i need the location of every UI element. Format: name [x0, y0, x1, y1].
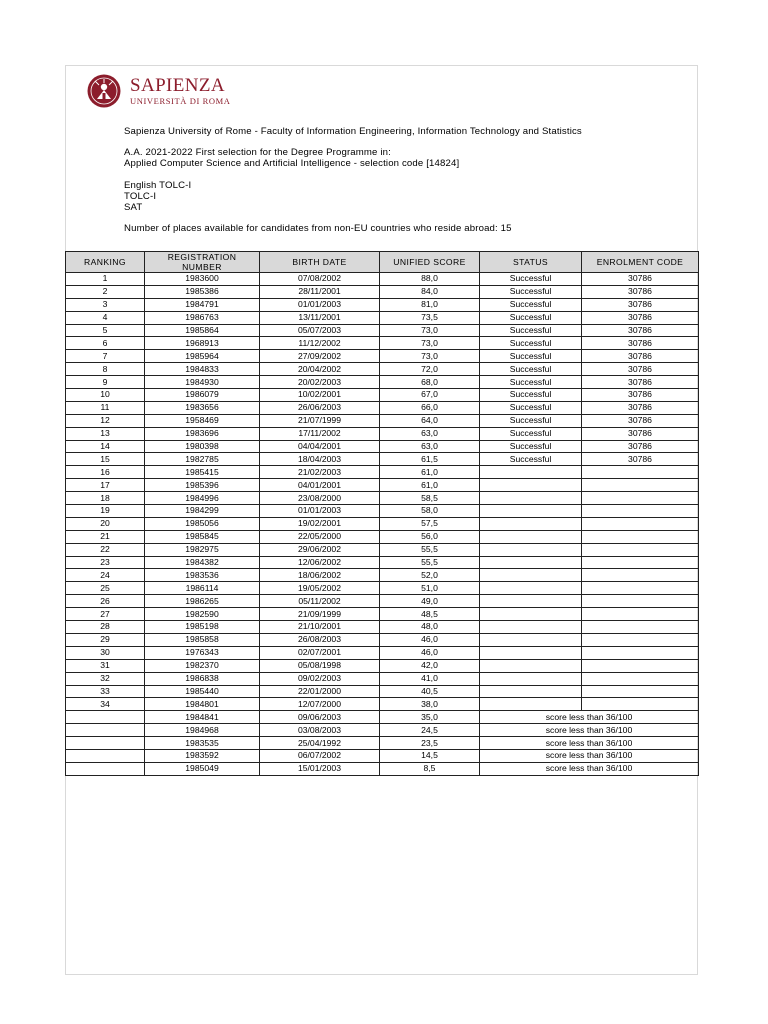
- cell-registration-number: 1983656: [145, 401, 260, 414]
- table-row: [66, 698, 699, 711]
- cell-ranking: [66, 749, 145, 762]
- cell-ranking: 33: [66, 685, 145, 698]
- table-row: [66, 543, 699, 556]
- cell-status: [480, 556, 582, 569]
- cell-enrolment-code: 30786: [582, 273, 699, 286]
- cell-registration-number: 1985440: [145, 685, 260, 698]
- cell-birth-date: 28/11/2001: [260, 285, 380, 298]
- cell-registration-number: 1984382: [145, 556, 260, 569]
- table-row: [66, 582, 699, 595]
- cell-ranking: 26: [66, 595, 145, 608]
- cell-status: [480, 543, 582, 556]
- cell-enrolment-code: 30786: [582, 324, 699, 337]
- cell-registration-number: 1982975: [145, 543, 260, 556]
- cell-ranking: 17: [66, 479, 145, 492]
- cell-unified-score: 38,0: [380, 698, 480, 711]
- cell-birth-date: 04/04/2001: [260, 440, 380, 453]
- cell-ranking: 24: [66, 569, 145, 582]
- cell-status: [480, 582, 582, 595]
- cell-enrolment-code: 30786: [582, 440, 699, 453]
- cell-registration-number: 1986838: [145, 672, 260, 685]
- cell-ranking: 16: [66, 466, 145, 479]
- cell-enrolment-code: [582, 608, 699, 621]
- cell-unified-score: 42,0: [380, 659, 480, 672]
- cell-birth-date: 13/11/2001: [260, 311, 380, 324]
- cell-enrolment-code: [582, 595, 699, 608]
- table-row: [66, 285, 699, 298]
- table-row: [66, 311, 699, 324]
- cell-enrolment-code: 30786: [582, 401, 699, 414]
- table-row: [66, 672, 699, 685]
- cell-ranking: 4: [66, 311, 145, 324]
- cell-birth-date: 03/08/2003: [260, 724, 380, 737]
- cell-birth-date: 26/06/2003: [260, 401, 380, 414]
- cell-enrolment-code: [582, 672, 699, 685]
- cell-status: [480, 479, 582, 492]
- cell-birth-date: 26/08/2003: [260, 633, 380, 646]
- cell-unified-score: 67,0: [380, 389, 480, 402]
- cell-birth-date: 18/06/2002: [260, 569, 380, 582]
- test-type-sat: SAT: [124, 202, 143, 213]
- cell-registration-number: 1983536: [145, 569, 260, 582]
- cell-unified-score: 49,0: [380, 595, 480, 608]
- table-row: [66, 363, 699, 376]
- cell-status: [480, 685, 582, 698]
- table-row: [66, 621, 699, 634]
- cell-status: Successful: [480, 273, 582, 286]
- cell-enrolment-code: [582, 685, 699, 698]
- cell-ranking: 13: [66, 427, 145, 440]
- table-row: [66, 337, 699, 350]
- cell-unified-score: 61,0: [380, 466, 480, 479]
- cell-birth-date: 21/02/2003: [260, 466, 380, 479]
- cell-unified-score: 55,5: [380, 543, 480, 556]
- cell-ranking: 19: [66, 505, 145, 518]
- cell-registration-number: 1985049: [145, 762, 260, 775]
- cell-registration-number: 1985386: [145, 285, 260, 298]
- cell-registration-number: 1985056: [145, 517, 260, 530]
- cell-status: Successful: [480, 427, 582, 440]
- cell-status: [480, 672, 582, 685]
- cell-registration-number: 1984841: [145, 711, 260, 724]
- cell-registration-number: 1985396: [145, 479, 260, 492]
- cell-ranking: [66, 762, 145, 775]
- cell-birth-date: 12/07/2000: [260, 698, 380, 711]
- cell-ranking: 23: [66, 556, 145, 569]
- table-row: [66, 298, 699, 311]
- cell-score-note: score less than 36/100: [480, 737, 699, 750]
- cell-ranking: 2: [66, 285, 145, 298]
- cell-birth-date: 01/01/2003: [260, 298, 380, 311]
- cell-status: [480, 569, 582, 582]
- cell-status: Successful: [480, 453, 582, 466]
- cell-registration-number: 1985415: [145, 466, 260, 479]
- cell-unified-score: 41,0: [380, 672, 480, 685]
- cell-registration-number: 1986114: [145, 582, 260, 595]
- cell-registration-number: 1985198: [145, 621, 260, 634]
- cell-unified-score: 73,0: [380, 350, 480, 363]
- cell-enrolment-code: [582, 646, 699, 659]
- cell-registration-number: 1982590: [145, 608, 260, 621]
- cell-registration-number: 1986265: [145, 595, 260, 608]
- cell-unified-score: 84,0: [380, 285, 480, 298]
- cell-registration-number: 1982370: [145, 659, 260, 672]
- cell-unified-score: 48,5: [380, 608, 480, 621]
- cell-registration-number: 1958469: [145, 414, 260, 427]
- cell-status: [480, 698, 582, 711]
- cell-unified-score: 63,0: [380, 440, 480, 453]
- cell-registration-number: 1968913: [145, 337, 260, 350]
- cell-enrolment-code: 30786: [582, 376, 699, 389]
- cell-unified-score: 14,5: [380, 749, 480, 762]
- cell-enrolment-code: 30786: [582, 337, 699, 350]
- cell-enrolment-code: [582, 659, 699, 672]
- table-row: [66, 376, 699, 389]
- cell-enrolment-code: 30786: [582, 453, 699, 466]
- cell-ranking: [66, 711, 145, 724]
- cell-enrolment-code: [582, 466, 699, 479]
- cell-status: Successful: [480, 389, 582, 402]
- cell-unified-score: 58,5: [380, 492, 480, 505]
- cell-ranking: 15: [66, 453, 145, 466]
- cell-registration-number: 1984996: [145, 492, 260, 505]
- cell-unified-score: 46,0: [380, 633, 480, 646]
- cell-enrolment-code: 30786: [582, 298, 699, 311]
- cell-unified-score: 52,0: [380, 569, 480, 582]
- cell-birth-date: 17/11/2002: [260, 427, 380, 440]
- col-header-registration-number: REGISTRATION NUMBER: [145, 252, 260, 273]
- cell-unified-score: 24,5: [380, 724, 480, 737]
- table-row: [66, 724, 699, 737]
- cell-unified-score: 66,0: [380, 401, 480, 414]
- cell-birth-date: 27/09/2002: [260, 350, 380, 363]
- cell-status: [480, 621, 582, 634]
- cell-birth-date: 05/08/1998: [260, 659, 380, 672]
- cell-ranking: 32: [66, 672, 145, 685]
- cell-registration-number: 1984791: [145, 298, 260, 311]
- cell-enrolment-code: [582, 582, 699, 595]
- cell-birth-date: 05/07/2003: [260, 324, 380, 337]
- cell-ranking: [66, 724, 145, 737]
- cell-unified-score: 35,0: [380, 711, 480, 724]
- cell-registration-number: 1984930: [145, 376, 260, 389]
- cell-registration-number: 1976343: [145, 646, 260, 659]
- test-type-tolc: TOLC-I: [124, 191, 157, 202]
- cell-birth-date: 21/09/1999: [260, 608, 380, 621]
- table-row: [66, 749, 699, 762]
- cell-unified-score: 88,0: [380, 273, 480, 286]
- sapienza-logo: [87, 74, 231, 108]
- cell-birth-date: 12/06/2002: [260, 556, 380, 569]
- cell-unified-score: 61,0: [380, 479, 480, 492]
- cell-registration-number: 1985864: [145, 324, 260, 337]
- cell-unified-score: 72,0: [380, 363, 480, 376]
- cell-birth-date: 04/01/2001: [260, 479, 380, 492]
- table-row: [66, 530, 699, 543]
- table-row: [66, 685, 699, 698]
- cell-registration-number: 1984968: [145, 724, 260, 737]
- cell-enrolment-code: [582, 556, 699, 569]
- table-row: [66, 737, 699, 750]
- cell-birth-date: 05/11/2002: [260, 595, 380, 608]
- cell-ranking: 11: [66, 401, 145, 414]
- table-row: [66, 350, 699, 363]
- cell-birth-date: 01/01/2003: [260, 505, 380, 518]
- programme-line: Applied Computer Science and Artificial Intelligence - selection code [14824]: [124, 158, 460, 169]
- cell-status: [480, 466, 582, 479]
- col-header-status: STATUS: [480, 252, 582, 273]
- cell-status: Successful: [480, 285, 582, 298]
- cell-ranking: 31: [66, 659, 145, 672]
- cell-status: Successful: [480, 440, 582, 453]
- cell-status: Successful: [480, 401, 582, 414]
- cell-birth-date: 25/04/1992: [260, 737, 380, 750]
- cell-enrolment-code: [582, 543, 699, 556]
- test-type-english-tolc: English TOLC-I: [124, 180, 192, 191]
- col-header-unified-score: UNIFIED SCORE: [380, 252, 480, 273]
- cell-unified-score: 63,0: [380, 427, 480, 440]
- table-row: [66, 646, 699, 659]
- cell-unified-score: 51,0: [380, 582, 480, 595]
- table-row: [66, 389, 699, 402]
- table-row: [66, 711, 699, 724]
- cell-enrolment-code: [582, 517, 699, 530]
- cell-status: Successful: [480, 298, 582, 311]
- table-row: [66, 479, 699, 492]
- cell-ranking: 34: [66, 698, 145, 711]
- cell-ranking: 9: [66, 376, 145, 389]
- cell-ranking: 10: [66, 389, 145, 402]
- cell-unified-score: 48,0: [380, 621, 480, 634]
- table-row: [66, 466, 699, 479]
- table-row: [66, 556, 699, 569]
- table-row: [66, 427, 699, 440]
- cell-ranking: 12: [66, 414, 145, 427]
- cell-enrolment-code: 30786: [582, 363, 699, 376]
- cell-ranking: 7: [66, 350, 145, 363]
- cell-enrolment-code: [582, 569, 699, 582]
- cell-unified-score: 55,5: [380, 556, 480, 569]
- cell-score-note: score less than 36/100: [480, 724, 699, 737]
- cell-registration-number: 1984299: [145, 505, 260, 518]
- cell-status: [480, 492, 582, 505]
- table-row: [66, 440, 699, 453]
- cell-enrolment-code: [582, 621, 699, 634]
- table-row: [66, 762, 699, 775]
- cell-ranking: [66, 737, 145, 750]
- table-row: [66, 324, 699, 337]
- cell-birth-date: 22/01/2000: [260, 685, 380, 698]
- cell-registration-number: 1984833: [145, 363, 260, 376]
- cell-birth-date: 20/04/2002: [260, 363, 380, 376]
- cell-enrolment-code: 30786: [582, 427, 699, 440]
- cell-status: Successful: [480, 414, 582, 427]
- table-row: [66, 517, 699, 530]
- cell-ranking: 8: [66, 363, 145, 376]
- cell-enrolment-code: 30786: [582, 389, 699, 402]
- cell-unified-score: 81,0: [380, 298, 480, 311]
- cell-unified-score: 61,5: [380, 453, 480, 466]
- cell-ranking: 22: [66, 543, 145, 556]
- cell-status: [480, 595, 582, 608]
- brand-subtitle: UNIVERSITÀ DI ROMA: [130, 96, 231, 107]
- cell-birth-date: 23/08/2000: [260, 492, 380, 505]
- cell-unified-score: 40,5: [380, 685, 480, 698]
- table-row: [66, 414, 699, 427]
- cell-birth-date: 21/10/2001: [260, 621, 380, 634]
- cell-status: [480, 659, 582, 672]
- table-row: [66, 633, 699, 646]
- cell-unified-score: 46,0: [380, 646, 480, 659]
- cell-ranking: 1: [66, 273, 145, 286]
- cell-status: [480, 530, 582, 543]
- cell-birth-date: 19/05/2002: [260, 582, 380, 595]
- cell-unified-score: 56,0: [380, 530, 480, 543]
- sapienza-seal-icon: [87, 74, 121, 108]
- cell-registration-number: 1985858: [145, 633, 260, 646]
- col-header-birth-date: BIRTH DATE: [260, 252, 380, 273]
- cell-enrolment-code: [582, 530, 699, 543]
- cell-enrolment-code: 30786: [582, 350, 699, 363]
- cell-enrolment-code: [582, 633, 699, 646]
- cell-birth-date: 29/06/2002: [260, 543, 380, 556]
- cell-registration-number: 1983592: [145, 749, 260, 762]
- cell-status: Successful: [480, 376, 582, 389]
- ranking-table: [65, 251, 699, 776]
- cell-status: Successful: [480, 337, 582, 350]
- cell-status: Successful: [480, 363, 582, 376]
- cell-unified-score: 73,5: [380, 311, 480, 324]
- cell-birth-date: 19/02/2001: [260, 517, 380, 530]
- cell-status: [480, 505, 582, 518]
- academic-year-line: A.A. 2021-2022 First selection for the Degree Programme in:: [124, 147, 391, 158]
- cell-registration-number: 1980398: [145, 440, 260, 453]
- cell-status: Successful: [480, 324, 582, 337]
- cell-status: [480, 633, 582, 646]
- table-row: [66, 569, 699, 582]
- table-row: [66, 401, 699, 414]
- cell-birth-date: 10/02/2001: [260, 389, 380, 402]
- cell-unified-score: 68,0: [380, 376, 480, 389]
- cell-birth-date: 15/01/2003: [260, 762, 380, 775]
- cell-birth-date: 21/07/1999: [260, 414, 380, 427]
- col-header-ranking: RANKING: [66, 252, 145, 273]
- cell-unified-score: 73,0: [380, 337, 480, 350]
- cell-enrolment-code: [582, 698, 699, 711]
- cell-enrolment-code: [582, 505, 699, 518]
- cell-birth-date: 06/07/2002: [260, 749, 380, 762]
- cell-registration-number: 1983696: [145, 427, 260, 440]
- cell-ranking: 25: [66, 582, 145, 595]
- cell-status: [480, 608, 582, 621]
- cell-ranking: 20: [66, 517, 145, 530]
- cell-enrolment-code: [582, 492, 699, 505]
- cell-enrolment-code: [582, 479, 699, 492]
- cell-registration-number: 1984801: [145, 698, 260, 711]
- cell-ranking: 3: [66, 298, 145, 311]
- cell-registration-number: 1986079: [145, 389, 260, 402]
- table-row: [66, 659, 699, 672]
- cell-registration-number: 1986763: [145, 311, 260, 324]
- cell-birth-date: 07/08/2002: [260, 273, 380, 286]
- cell-registration-number: 1985964: [145, 350, 260, 363]
- table-row: [66, 453, 699, 466]
- cell-birth-date: 09/02/2003: [260, 672, 380, 685]
- table-row: [66, 492, 699, 505]
- places-available: Number of places available for candidates from non-EU countries who reside abroad: 15: [124, 223, 512, 234]
- cell-birth-date: 02/07/2001: [260, 646, 380, 659]
- cell-ranking: 6: [66, 337, 145, 350]
- cell-enrolment-code: 30786: [582, 285, 699, 298]
- cell-unified-score: 58,0: [380, 505, 480, 518]
- cell-status: [480, 517, 582, 530]
- cell-score-note: score less than 36/100: [480, 711, 699, 724]
- cell-birth-date: 11/12/2002: [260, 337, 380, 350]
- table-row: [66, 608, 699, 621]
- table-header-row: [66, 252, 699, 273]
- cell-unified-score: 23,5: [380, 737, 480, 750]
- cell-ranking: 5: [66, 324, 145, 337]
- cell-unified-score: 73,0: [380, 324, 480, 337]
- cell-ranking: 28: [66, 621, 145, 634]
- cell-score-note: score less than 36/100: [480, 762, 699, 775]
- cell-registration-number: 1985845: [145, 530, 260, 543]
- cell-unified-score: 8,5: [380, 762, 480, 775]
- cell-registration-number: 1982785: [145, 453, 260, 466]
- cell-ranking: 30: [66, 646, 145, 659]
- cell-enrolment-code: 30786: [582, 311, 699, 324]
- cell-status: Successful: [480, 311, 582, 324]
- cell-ranking: 21: [66, 530, 145, 543]
- cell-birth-date: 18/04/2003: [260, 453, 380, 466]
- table-row: [66, 595, 699, 608]
- cell-ranking: 14: [66, 440, 145, 453]
- col-header-enrolment-code: ENROLMENT CODE: [582, 252, 699, 273]
- cell-registration-number: 1983600: [145, 273, 260, 286]
- table-row: [66, 273, 699, 286]
- cell-unified-score: 57,5: [380, 517, 480, 530]
- cell-status: [480, 646, 582, 659]
- cell-score-note: score less than 36/100: [480, 749, 699, 762]
- cell-registration-number: 1983535: [145, 737, 260, 750]
- table-row: [66, 505, 699, 518]
- cell-unified-score: 64,0: [380, 414, 480, 427]
- brand-name: SAPIENZA: [130, 75, 226, 97]
- cell-birth-date: 09/06/2003: [260, 711, 380, 724]
- cell-ranking: 29: [66, 633, 145, 646]
- cell-status: Successful: [480, 350, 582, 363]
- cell-birth-date: 20/02/2003: [260, 376, 380, 389]
- cell-ranking: 27: [66, 608, 145, 621]
- document-title: Sapienza University of Rome - Faculty of Information Engineering, Information Technology and Statistics: [124, 126, 582, 137]
- cell-birth-date: 22/05/2000: [260, 530, 380, 543]
- cell-enrolment-code: 30786: [582, 414, 699, 427]
- cell-ranking: 18: [66, 492, 145, 505]
